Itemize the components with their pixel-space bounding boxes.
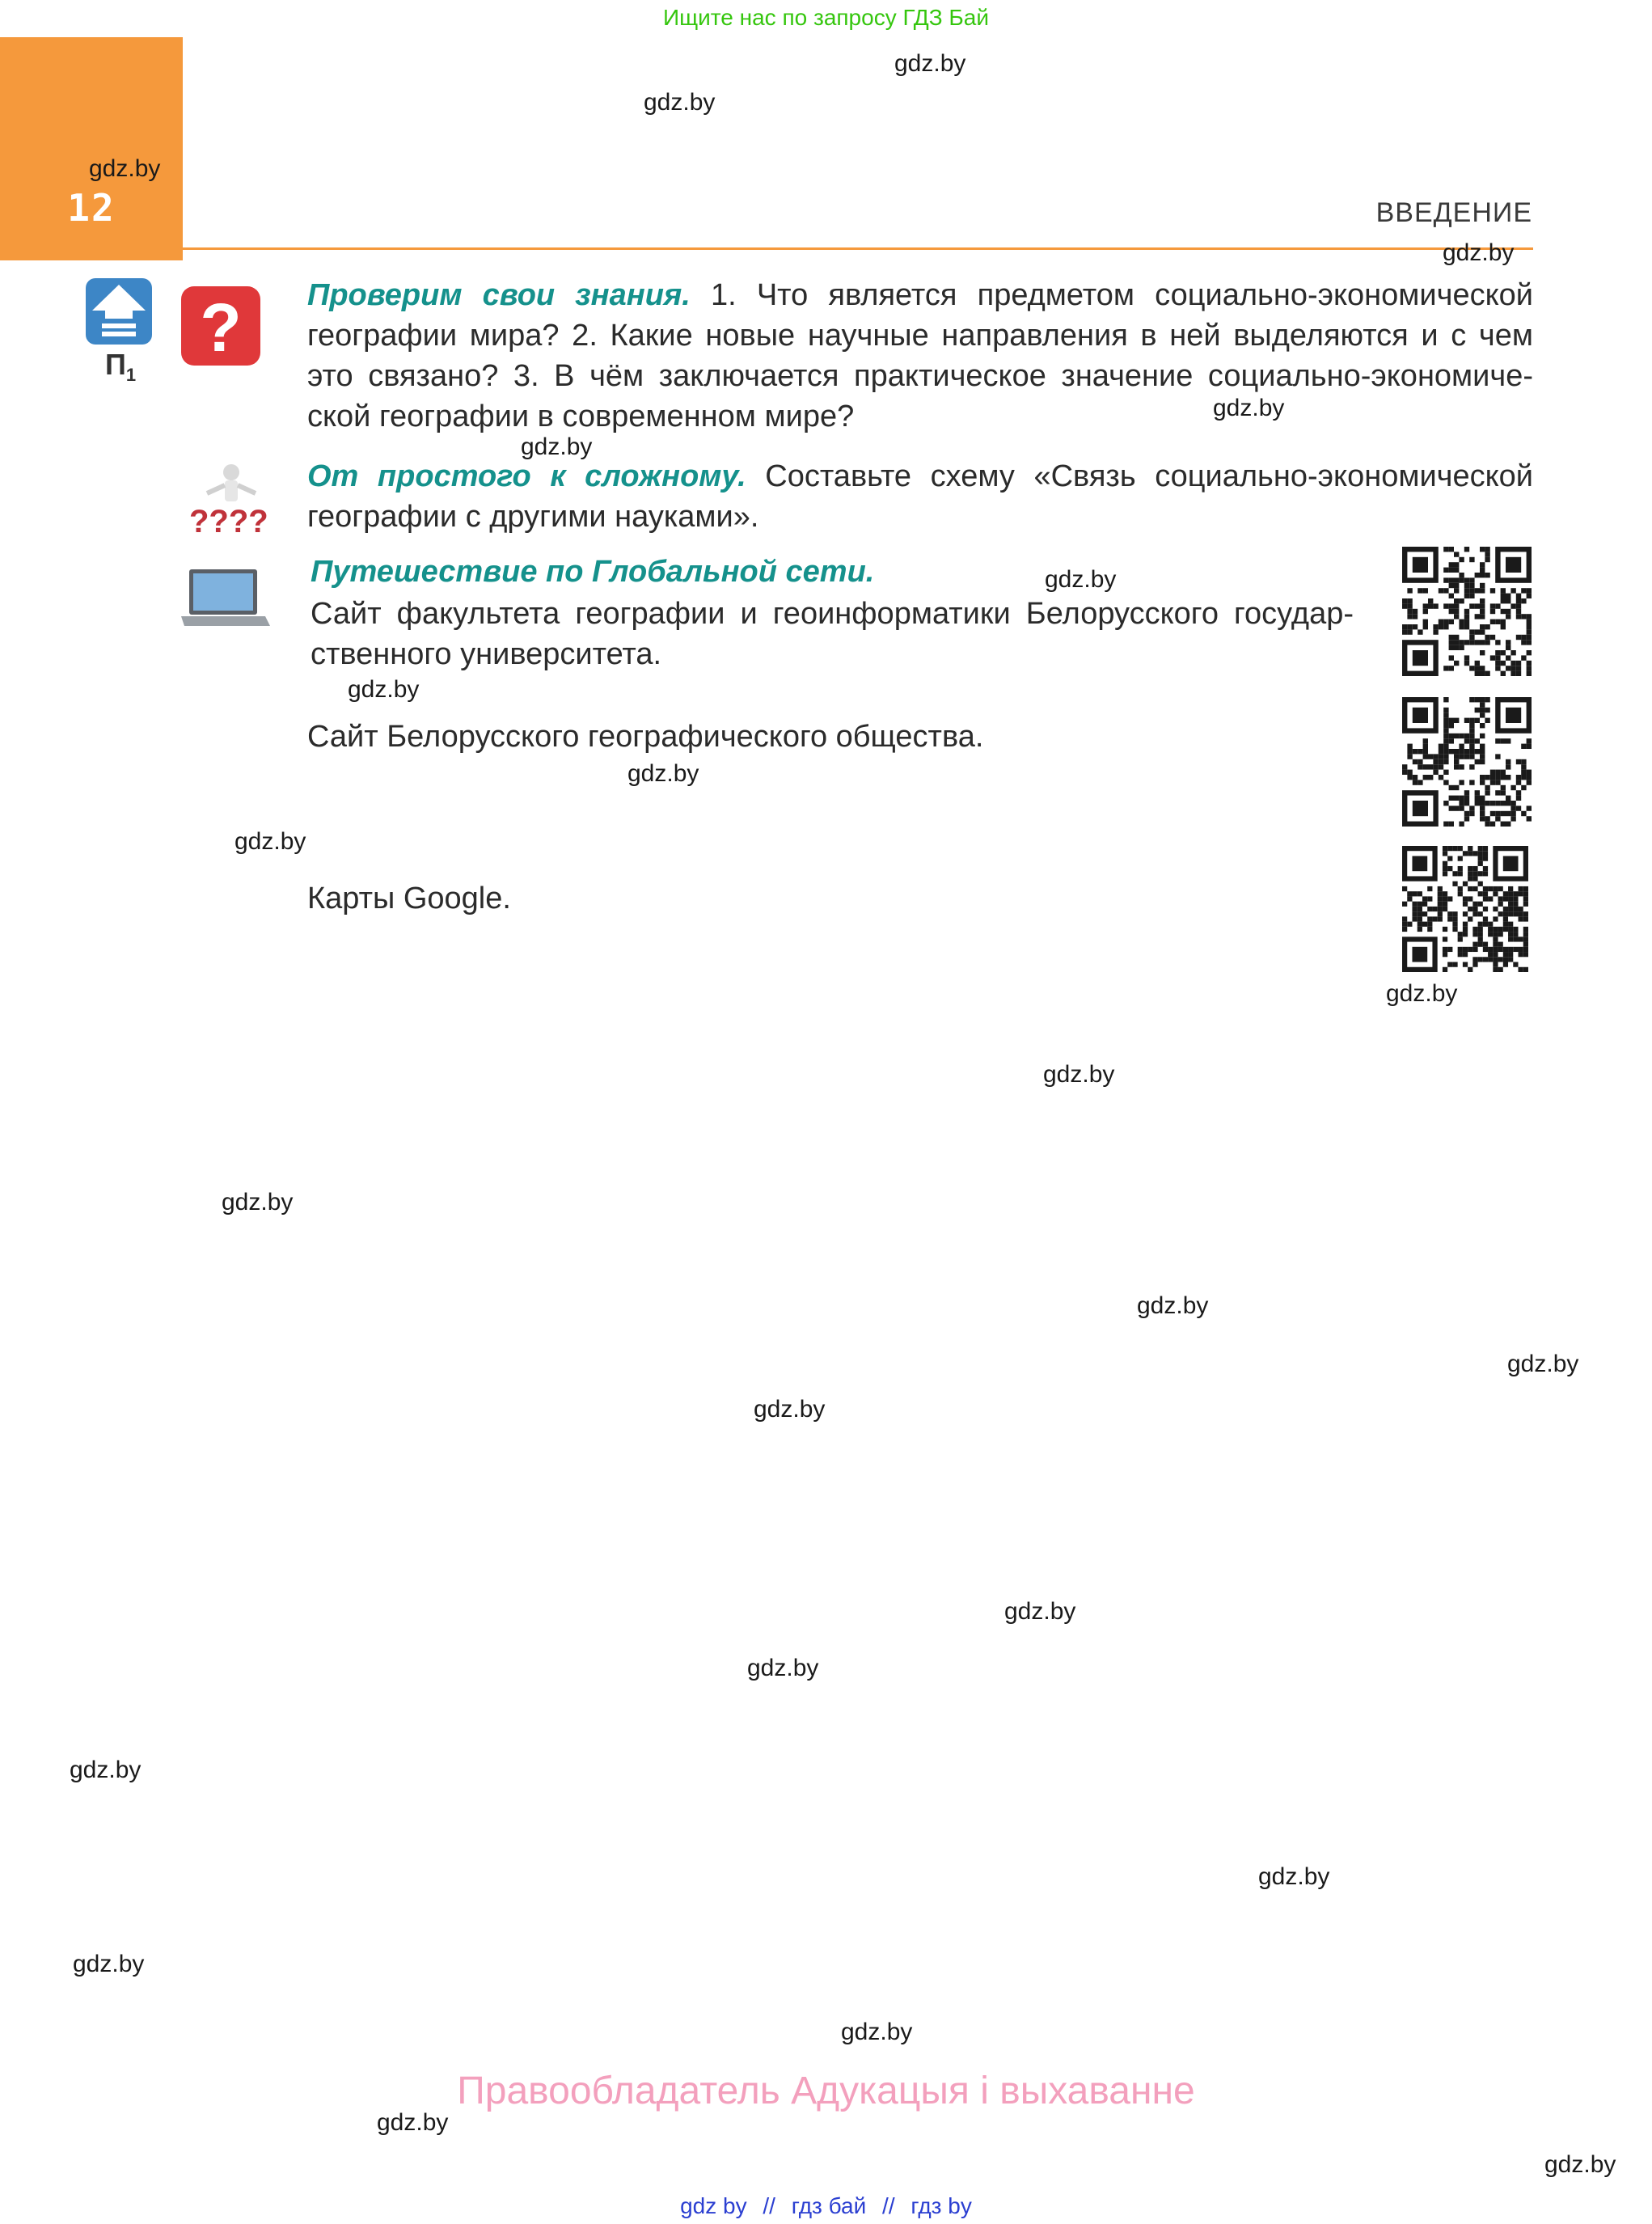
- page-number: 12: [67, 186, 116, 230]
- check-knowledge-heading: Проверим свои знания.: [307, 278, 691, 312]
- watermark: gdz.by: [1137, 1292, 1209, 1319]
- svg-text:????: ????: [189, 504, 268, 539]
- site1-line: Сайт факультета географии и геоинформатики Белорусского государ-: [311, 597, 1354, 631]
- top-search-hint: Ищите нас по запросу ГДЗ Бай: [662, 5, 990, 30]
- section-title: ВВЕДЕНИЕ: [1375, 197, 1532, 228]
- site3-description[interactable]: Карты Google.: [307, 882, 511, 915]
- footer-link[interactable]: гдз бай: [791, 2193, 867, 2218]
- watermark: gdz.by: [1544, 2151, 1616, 2178]
- simple-to-complex-block: [307, 456, 1533, 537]
- watermark: gdz.by: [1213, 395, 1285, 421]
- svg-text:?: ?: [200, 290, 242, 366]
- sidebar-paragraph-label: $П_1$: [105, 348, 137, 386]
- people-puzzle-icon: [183, 461, 280, 542]
- watermark: gdz.by: [377, 2109, 449, 2136]
- footer-link[interactable]: gdz by: [680, 2193, 747, 2218]
- laptop-icon: [181, 566, 270, 631]
- footer-separator: //: [882, 2193, 895, 2218]
- watermark: gdz.by: [1443, 239, 1515, 266]
- check-knowledge-block: [307, 275, 1533, 437]
- qr-code-icon[interactable]: [1402, 697, 1532, 831]
- watermark: gdz.by: [348, 676, 420, 703]
- question-mark-icon: [181, 286, 260, 366]
- up-arrow-icon: [86, 278, 152, 345]
- watermark: gdz.by: [1043, 1061, 1115, 1088]
- site1-description[interactable]: [311, 594, 1354, 674]
- header-divider: [183, 247, 1533, 250]
- watermark: gdz.by: [1004, 1598, 1076, 1625]
- simple-to-complex-line: Составьте схему «Связь социально-экономической: [765, 459, 1534, 493]
- check-knowledge-line: географии мира? 2. Какие новые научные направления в ней выделяются и с чем: [307, 319, 1533, 353]
- copyright-notice: Правообладатель Адукацыя і выхаванне: [457, 2070, 1195, 2112]
- site1-line: ственного университета.: [311, 637, 662, 671]
- watermark: gdz.by: [1258, 1863, 1330, 1890]
- web-travel-heading: Путешествие по Глобальной сети.: [311, 555, 875, 589]
- watermark: gdz.by: [747, 1655, 819, 1681]
- watermark: gdz.by: [1386, 980, 1458, 1007]
- footer-links: [0, 2193, 1652, 2219]
- watermark: gdz.by: [73, 1951, 145, 1977]
- watermark: gdz.by: [1507, 1351, 1579, 1377]
- watermark: gdz.by: [894, 50, 966, 77]
- watermark: gdz.by: [1045, 566, 1117, 593]
- watermark: gdz.by: [627, 760, 699, 787]
- watermark: gdz.by: [644, 89, 716, 116]
- watermark: gdz.by: [234, 828, 306, 855]
- watermark: gdz.by: [521, 433, 593, 460]
- simple-to-complex-heading: От простого к сложному.: [307, 459, 746, 493]
- watermark: gdz.by: [89, 155, 161, 182]
- qr-code-icon[interactable]: [1402, 846, 1528, 976]
- check-knowledge-line: 1. Что является предметом социально-экономической: [711, 278, 1533, 312]
- footer-link[interactable]: гдз by: [911, 2193, 972, 2218]
- simple-to-complex-line: географии с другими науками».: [307, 500, 759, 534]
- watermark: gdz.by: [754, 1396, 826, 1423]
- check-knowledge-line: это связано? 3. В чём заключается практическое значение социально-экономиче-: [307, 359, 1533, 393]
- check-knowledge-line: ской географии в современном мире?: [307, 400, 855, 433]
- qr-code-icon[interactable]: [1402, 547, 1532, 680]
- watermark: gdz.by: [841, 2019, 913, 2045]
- site2-description[interactable]: Сайт Белорусского географического общества.: [307, 720, 984, 754]
- watermark: gdz.by: [70, 1757, 142, 1783]
- footer-separator: //: [763, 2193, 775, 2218]
- watermark: gdz.by: [222, 1189, 294, 1216]
